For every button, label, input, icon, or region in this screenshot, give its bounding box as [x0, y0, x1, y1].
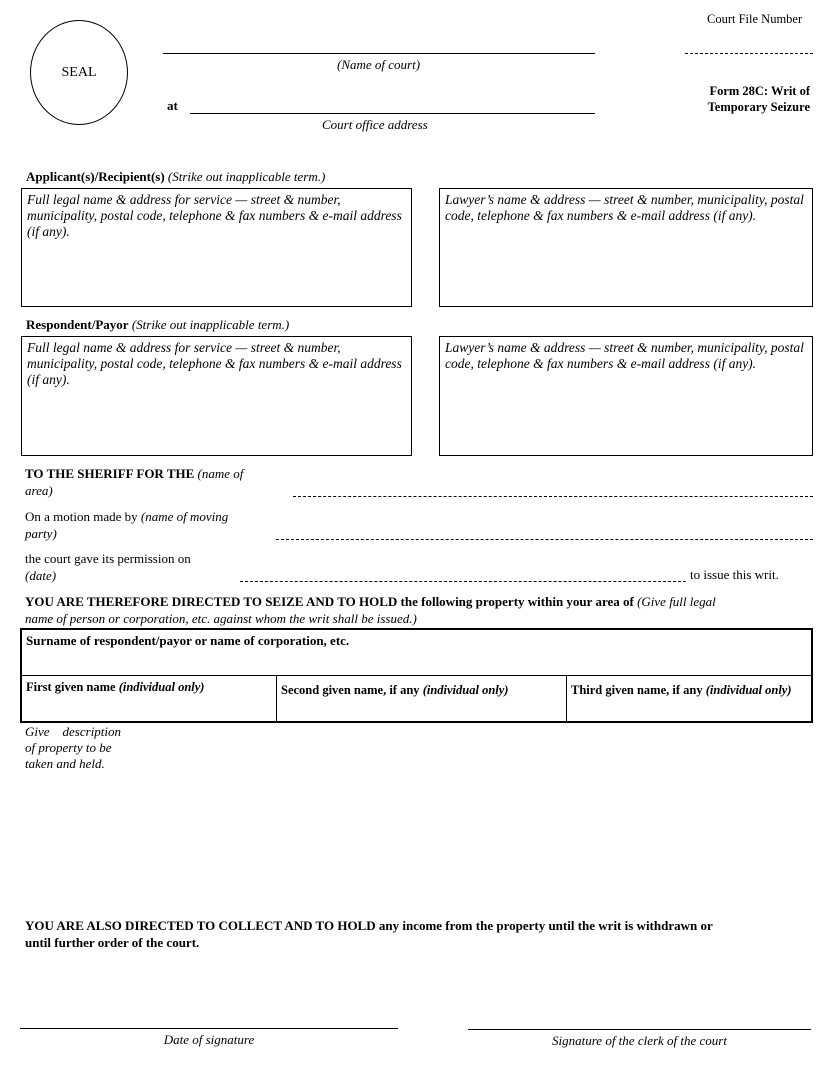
applicant-note: (Strike out inapplicable term.)	[167, 169, 326, 184]
respondent-address-instructions: Full legal name & address for service — street & number, municipality, postal code, telephone & fax numbers & e-mail address (if any).	[27, 340, 402, 387]
date-signature-line[interactable]	[20, 1028, 398, 1029]
court-file-number-label: Court File Number	[707, 12, 803, 26]
second-name-label: Second given name, if any	[281, 683, 420, 697]
first-name-field[interactable]	[22, 676, 277, 721]
permission-date-note: (date)	[25, 568, 57, 583]
second-name-note: (individual only)	[422, 683, 509, 697]
permission-label	[25, 550, 191, 584]
clerk-signature-caption: Signature of the clerk of the court	[552, 1033, 727, 1048]
court-name-line[interactable]	[163, 53, 595, 54]
form-title-line1: Form 28C: Writ of	[709, 84, 810, 98]
motion-label	[25, 508, 228, 542]
seal-label: SEAL	[61, 64, 97, 80]
seize-directive-note-line1: (Give full legal	[637, 594, 716, 609]
permission-date-line[interactable]	[240, 581, 686, 582]
respondent-address-box[interactable]	[21, 336, 412, 456]
respondent-lawyer-box[interactable]	[439, 336, 813, 456]
applicant-heading	[26, 169, 325, 185]
collect-line2: until further order of the court.	[25, 935, 200, 950]
permission-text: the court gave its permission on	[25, 551, 191, 566]
form-title-line2: Temporary Seizure	[707, 100, 810, 114]
seize-directive-regular: the following property within your area of	[400, 594, 634, 609]
property-description-area[interactable]	[140, 728, 813, 888]
property-description-label	[25, 724, 121, 772]
applicant-address-instructions: Full legal name & address for service — street & number, municipality, postal code, telephone & fax numbers & e-mail address (if any).	[27, 192, 402, 239]
respondent-heading	[26, 317, 289, 333]
motion-note-line2: party)	[25, 526, 57, 541]
respondent-name-table	[20, 628, 813, 723]
applicant-address-box[interactable]	[21, 188, 412, 307]
seize-directive-note-line2: name of person or corporation, etc. against whom the writ shall be issued.)	[25, 611, 417, 626]
sheriff-label	[25, 465, 243, 499]
at-label: at	[167, 98, 178, 113]
third-name-field[interactable]	[567, 676, 811, 721]
sheriff-area-line[interactable]	[293, 496, 813, 497]
date-signature-caption: Date of signature	[163, 1032, 255, 1047]
collect-directive	[25, 917, 825, 951]
respondent-lawyer-instructions: Lawyer’s name & address — street & number, municipality, postal code, telephone & fax numbers & e-mail address (if any).	[445, 340, 804, 371]
motion-note-line1: (name of moving	[140, 509, 229, 524]
court-address-caption: Court office address	[322, 117, 428, 132]
description-line1: Give description	[25, 724, 122, 739]
second-name-field[interactable]	[277, 676, 567, 721]
surname-label: Surname of respondent/payor or name of corporation, etc.	[26, 633, 350, 648]
description-line2: of property to be	[25, 740, 112, 755]
third-name-note: (individual only)	[705, 683, 792, 697]
permission-suffix: to issue this writ.	[690, 567, 779, 582]
collect-line1: YOU ARE ALSO DIRECTED TO COLLECT AND TO HOLD any income from the property until the writ is withdrawn or	[25, 918, 713, 933]
respondent-label: Respondent/Payor	[26, 317, 129, 332]
court-address-line[interactable]	[190, 113, 595, 114]
first-name-note: (individual only)	[118, 680, 205, 694]
sheriff-bold: TO THE SHERIFF FOR THE	[25, 466, 195, 481]
court-name-caption: (Name of court)	[337, 57, 421, 72]
seize-directive	[25, 593, 815, 627]
applicant-lawyer-instructions: Lawyer’s name & address — street & number, municipality, postal code, telephone & fax numbers & e-mail address (if any).	[445, 192, 804, 223]
seize-directive-bold: YOU ARE THEREFORE DIRECTED TO SEIZE AND TO HOLD	[25, 594, 398, 609]
surname-field[interactable]	[22, 630, 811, 676]
applicant-lawyer-box[interactable]	[439, 188, 813, 307]
court-file-number-line[interactable]	[685, 53, 813, 54]
respondent-note: (Strike out inapplicable term.)	[131, 317, 290, 332]
third-name-label: Third given name, if any	[571, 683, 703, 697]
seal	[30, 20, 128, 125]
first-name-label: First given name	[26, 680, 116, 694]
clerk-signature-line[interactable]	[468, 1029, 811, 1030]
moving-party-line[interactable]	[276, 539, 813, 540]
applicant-label: Applicant(s)/Recipient(s)	[26, 169, 165, 184]
sheriff-note-line1: (name of	[197, 466, 244, 481]
sheriff-note-line2: area)	[25, 483, 53, 498]
description-line3: taken and held.	[25, 756, 105, 771]
motion-text: On a motion made by	[25, 509, 138, 524]
